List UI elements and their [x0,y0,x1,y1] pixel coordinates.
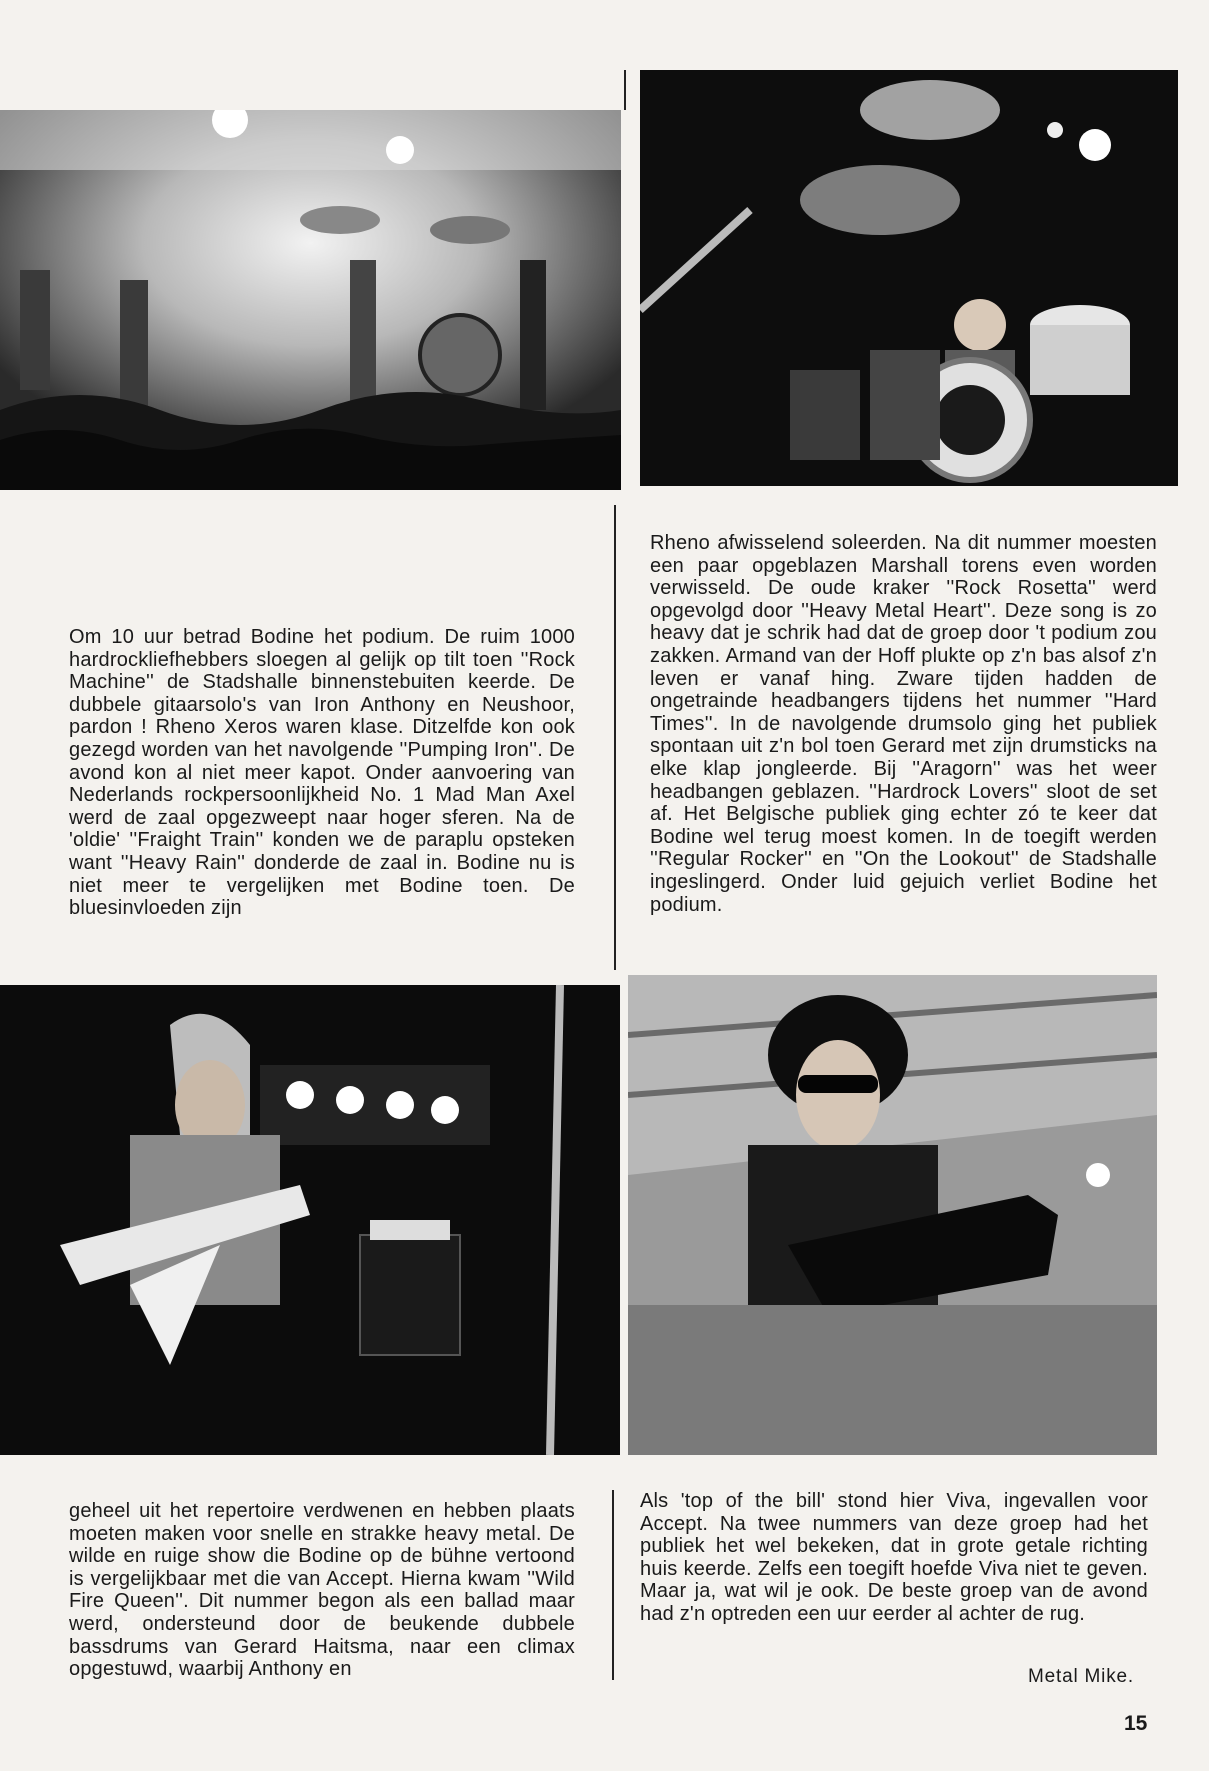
guitarist-sunglasses-image [628,975,1157,1455]
article-column-2 [650,532,1157,916]
band-on-stage-photo [0,110,621,490]
article-column-3 [69,1500,575,1681]
guitarist-flying-v-image [0,985,620,1455]
column-4-text: Als 'top of the bill' stond hier Viva, ingevallen voor Accept. Na twee nummers van deze groep had het publiek het wel bekeken, dat in grote getale richting huis keerde. Zelfs een toegift hoefde Viva niet te geven. Maar ja, wat wil je ook. De beste groep van de avond had z'n optreden een uur eerder al achter de rug. [640,1490,1148,1625]
article-column-1 [69,626,575,920]
drummer-photo [640,70,1178,486]
page-number: 15 [1124,1712,1148,1735]
author-signature: Metal Mike. [1028,1666,1134,1687]
column-3-text: geheel uit het repertoire verdwenen en hebben plaats moeten maken voor snelle en strakke heavy metal. De wilde en ruige show die Bodine op de bühne vertoond is vergelijkbaar met die van Accept. Hierna kwam ''Wild Fire Queen''. Dit nummer begon als een ballad maar werd, ondersteund door de beukende dubbele bassdrums van Gerard Haitsma, naar een climax opgestuwd, waarbij Anthony en [69,1500,575,1681]
column-2-text: Rheno afwisselend soleerden. Na dit nummer moesten een paar opgeblazen Marshall torens even worden verwisseld. De oude kraker ''Rock Rosetta'' werd opgevolgd door ''Heavy Metal Heart''. Deze song is zo heavy dat je schrik had dat de groep door 't podium zou zakken. Armand van der Hoff plukte op z'n bas alsof z'n leven er vanaf hing. Zware tijden hadden de ongetrainde headbangers tijdens het nummer ''Hard Times''. In de navolgende drumsolo ging het publiek spontaan uit z'n bol toen Gerard met zijn drumsticks na elke klap jongleerde. Bij ''Aragorn'' was het weer headbangen geblazen. ''Hardrock Lovers'' sloot de set af. Het Belgische publiek ging echter zó te keer dat Bodine wel terug moest komen. In de toegift werden ''Regular Rocker'' en ''On the Lookout'' de Stadshalle ingeslingerd. Onder luid gejuich verliet Bodine het podium. [650,532,1157,916]
column-1-text: Om 10 uur betrad Bodine het podium. De ruim 1000 hardrockliefhebbers sloegen al gelijk op tilt toen ''Rock Machine'' de Stadshalle binnenstebuiten keerde. De dubbele gitaarsolo's van Iron Anthony en Neushoor, pardon ! Rheno Xeros waren klase. Ditzelfde kon ook gezegd worden van het navolgende ''Pumping Iron''. De avond kon al niet meer kapot. Onder aanvoering van Nederlands rockpersoonlijkheid No. 1 Mad Man Axel werd de zaal opgezweept naar hoger sferen. Na de 'oldie' ''Fraight Train'' konden we de paraplu opsteken want ''Heavy Rain'' donderde de zaal in. Bodine nu is niet meer te vergelijken met Bodine toen. De bluesinvloeden zijn [69,626,575,920]
article-column-4 [640,1490,1148,1626]
middle-column-rule [614,505,616,970]
guitarist-sunglasses-photo [628,975,1157,1455]
band-on-stage-image [0,110,621,490]
guitarist-flying-v-photo [0,985,620,1455]
top-column-rule [624,70,626,110]
drummer-image [640,70,1178,486]
bottom-column-rule [612,1490,614,1680]
